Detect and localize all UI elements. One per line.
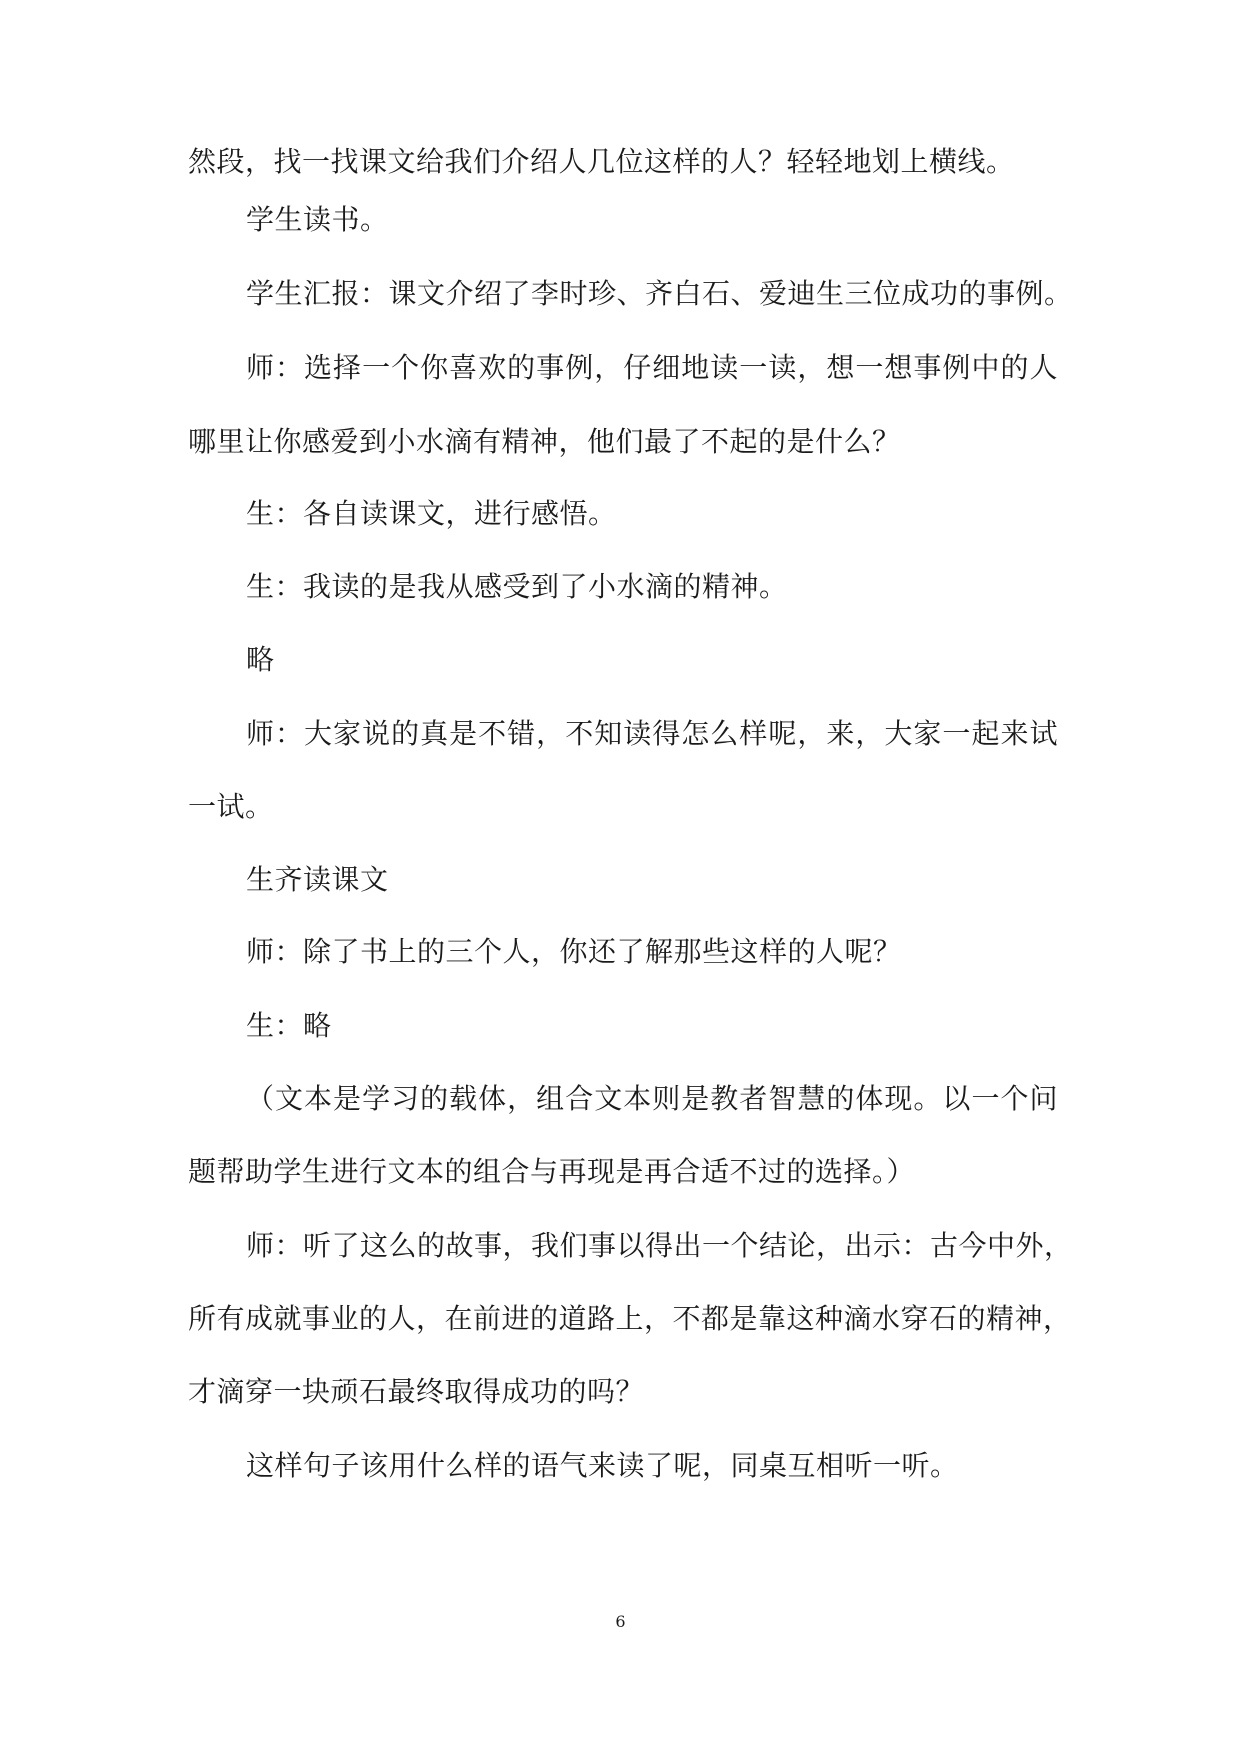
- text-line: 这样句子该用什么样的语气来读了呢，同桌互相听一听。: [246, 1449, 959, 1482]
- text-line: 才滴穿一块顽石最终取得成功的吗？: [188, 1375, 645, 1408]
- text-line: 生：各自读课文，进行感悟。: [246, 497, 617, 530]
- text-line: 哪里让你感爱到小水滴有精神，他们最了不起的是什么？: [188, 425, 901, 458]
- text-line: （文本是学习的载体，组合文本则是教者智慧的体现。以一个问: [246, 1082, 1058, 1115]
- text-line: 略: [246, 643, 275, 676]
- text-line: 师：选择一个你喜欢的事例，仔细地读一读，想一想事例中的人: [246, 351, 1058, 384]
- text-line: 题帮助学生进行文本的组合与再现是再合适不过的选择。）: [188, 1155, 916, 1188]
- text-line: 师：除了书上的三个人，你还了解那些这样的人呢？: [246, 935, 902, 968]
- text-line: 学生汇报：课文介绍了李时珍、齐白石、爱迪生三位成功的事例。: [246, 277, 1073, 310]
- text-line: 生齐读课文: [246, 863, 389, 896]
- text-line: 生：略: [246, 1009, 332, 1042]
- text-line: 一试。: [188, 790, 274, 823]
- text-line: 生：我读的是我从感受到了小水滴的精神。: [246, 570, 788, 603]
- text-line: 师：听了这么的故事，我们事以得出一个结论，出示：古今中外，: [246, 1229, 1073, 1262]
- page-number: 6: [615, 1612, 626, 1631]
- text-line: 所有成就事业的人，在前进的道路上，不都是靠这种滴水穿石的精神，: [188, 1302, 1072, 1335]
- text-line: 学生读书。: [246, 203, 389, 236]
- text-line: 然段，找一找课文给我们介绍人几位这样的人？轻轻地划上横线。: [188, 145, 1015, 178]
- text-line: 师：大家说的真是不错，不知读得怎么样呢，来，大家一起来试: [246, 717, 1058, 750]
